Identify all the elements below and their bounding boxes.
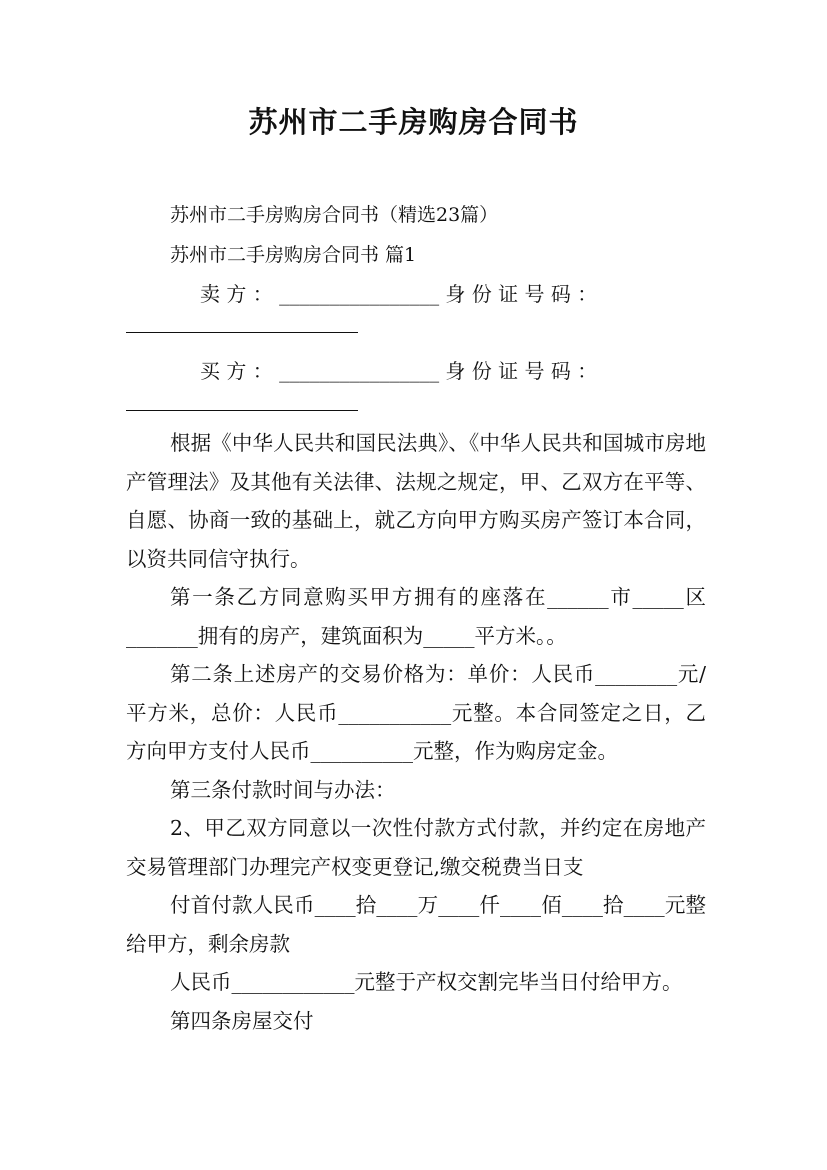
- paragraph-article-4: 第四条房屋交付: [170, 1008, 314, 1033]
- section-heading: 苏州市二手房购房合同书 篇1: [170, 244, 417, 266]
- document-subtitle: 苏州市二手房购房合同书（精选23篇）: [170, 204, 499, 226]
- seller-id-blank: [126, 332, 358, 333]
- paragraph-remaining-payment: 人民币____________元整于产权交割完毕当日付给甲方。: [170, 970, 683, 994]
- paragraph-down-payment: 付首付款人民币____拾____万____仟____佰____拾____元整给甲方，剩余房款: [126, 893, 706, 956]
- paragraph-payment-method: 2、甲乙双方同意以一次性付款方式付款，并约定在房地产交易管理部门办理完产权变更登记,缴交税费当日支: [126, 816, 706, 879]
- paragraph-article-1: 第一条乙方同意购买甲方拥有的座落在______市_____区_______拥有的房产，建筑面积为_____平方米。。: [126, 585, 706, 648]
- buyer-line: 买 方 ： ________________ 身 份 证 号 码 ：: [200, 359, 598, 383]
- contract-body: [126, 424, 706, 1040]
- seller-line: 卖 方 ： ________________ 身 份 证 号 码 ：: [200, 282, 598, 306]
- document-title: 苏州市二手房购房合同书: [248, 105, 579, 139]
- paragraph-article-3: 第三条付款时间与办法：: [170, 777, 396, 802]
- paragraph-article-2: 第二条上述房产的交易价格为：单价：人民币________元/平方米，总价：人民币___________元整。本合同签定之日，乙方向甲方支付人民币__________元整，作为购房定金。: [126, 662, 706, 763]
- buyer-id-blank: [126, 410, 358, 411]
- paragraph-basis: 根据《中华人民共和国民法典》、《中华人民共和国城市房地产管理法》及其他有关法律、法规之规定，甲、乙双方在平等、自愿、协商一致的基础上，就乙方向甲方购买房产签订本合同，以资共同信守执行。: [126, 431, 706, 571]
